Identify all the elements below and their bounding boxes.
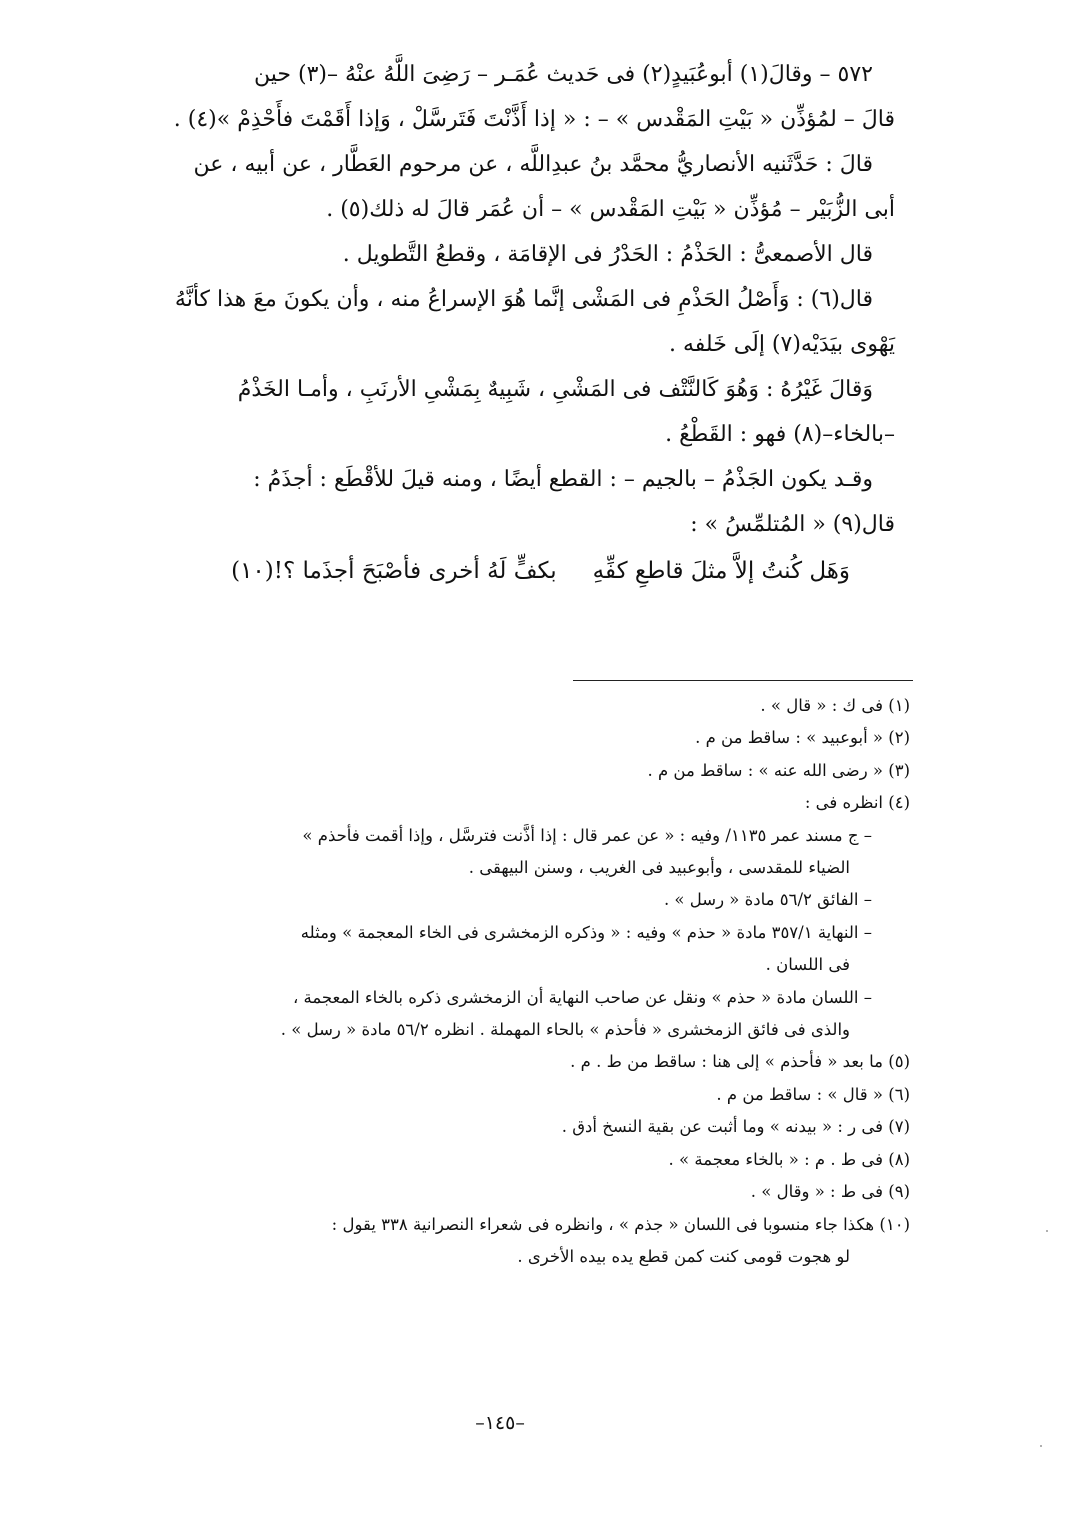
footnote-10-cont: لو هجوت قومى كنت كمن قطع يده بيده الأخرى .	[517, 1246, 850, 1266]
footnote-10: (١٠) هكذا جاء منسوبا فى اللسان « جذم » ، وانظره فى شعراء النصرانية ٣٣٨ يقول :	[331, 1214, 910, 1234]
footnote-7: (٧) فى ر : « بيدنه » وما أثبت عن بقية النسخ أدق .	[561, 1117, 910, 1137]
footnotes	[150, 690, 910, 1273]
text-line-7: يَهْوى بيَدَيْه(٧) إلَى خَلفه .	[669, 332, 895, 357]
text-line-1: ٥٧٢ – وقالَ(١) أبوعُبَيدٍ(٢) فى حَديث عُمَـر – رَضِىَ اللَّهُ عنْهُ –(٣) حين	[254, 62, 873, 87]
text-line-11: قال(٩) « المُتلمِّسُ » :	[690, 512, 895, 537]
footnote-4-source-3-cont: فى اللسان .	[765, 955, 850, 975]
footnote-2: (٢) « أبوعبيد » : ساقط من م .	[695, 728, 910, 748]
footnote-9: (٩) فى ط : « وقال » .	[750, 1182, 910, 1202]
footnote-4: (٤) انظره فى :	[804, 793, 910, 813]
footnote-4-source-4: – اللسان مادة « حذم » ونقل عن صاحب النهاية أن الزمخشرى ذكره بالخاء المعجمة ،	[292, 987, 872, 1007]
footnote-4-source-3: – النهاية ٣٥٧/١ مادة « حذم » وفيه : « وذكره الزمخشرى فى الخاء المعجمة » ومثله	[300, 922, 872, 942]
footnote-6: (٦) « قال » : ساقط من م .	[716, 1084, 910, 1104]
scan-speck	[1046, 1230, 1048, 1232]
text-line-9: –بالخاء–(٨) فهو : القَطْعُ .	[665, 422, 895, 447]
footnote-separator	[573, 680, 913, 681]
footnote-1: (١) فى ك : « قال » .	[760, 696, 910, 715]
poetry-verse	[150, 547, 895, 595]
verse-second-hemistich: بكفٍّ لَهُ أخرى فأصْبَحَ أجذَما ؟!(١٠)	[231, 558, 557, 584]
text-line-4: أبى الزُّبَيْر – مُؤذِّن « بَيْتِ المَقْدس » – أن عُمَر قالَ له ذلك(٥) .	[326, 197, 895, 222]
footnote-8: (٨) فى ط . م : « بالخاء معجمة » .	[668, 1149, 910, 1169]
verse-first-hemistich: وَهَل كُنتُ إلاَّ مثلَ قاطعِ كفِّهِ	[592, 558, 850, 584]
footnote-4-source-2: – الفائق ٥٦/٢ مادة « رسل » .	[663, 890, 872, 910]
footnote-4-source-4-cont: والذى فى فائق الزمخشرى « فأحذم » بالحاء المهملة . انظره ٥٦/٢ مادة « رسل » .	[280, 1020, 850, 1040]
scan-speck	[1040, 1445, 1042, 1447]
text-line-5: قال الأصمعىُّ : الحَذْمُ : الحَدْرُ فى الإقامَة ، وقطعُ التَّطويل .	[342, 242, 873, 267]
text-line-6: قال(٦) : وَأَصْلُ الحَذْمِ فى المَشْى إنَّما هُوَ الإسراعُ منه ، وأن يكونَ معَ هذا كأنَّهُ	[174, 287, 873, 312]
text-line-2: قالَ – لمُؤذِّن « بَيْتِ المَقْدس » – : « إذا أَذَّنْتَ فَتَرسَّلْ ، وَإذا أَقَمْتَ فأَحْذِمْ »(٤) .	[173, 107, 895, 132]
footnote-4-source-1-cont: الضياء للمقدسى ، وأبوعبيد فى الغريب ، وسنن البيهقى .	[468, 858, 850, 878]
footnote-3: (٣) « رضى الله عنه » : ساقط من م .	[647, 760, 910, 780]
main-text	[150, 52, 895, 595]
text-line-8: وَقالَ غَيْرُهُ : وَهُوَ كَالنَّتْف فى المَشْىِ ، شَبِيهٌ بِمَشْىِ الأرنَبِ ، وأمـا الخَذْمُ	[237, 377, 873, 402]
page-number: –١٤٥–	[475, 1412, 525, 1434]
footnote-5: (٥) ما بعد « فأحذم » إلى هنا : ساقط من ط . م .	[570, 1052, 910, 1072]
footnote-4-source-1: – ج مسند عمر ١١٣٥/ وفيه : « عن عمر قال : إذا أذَّنت فترسَّل ، وإذا أقمت فأحذم »	[302, 825, 872, 845]
text-line-10: وقـد يكون الجَذْمُ – بالجيم – : القطع أيضًا ، ومنه قيلَ للأقْطَع : أجذَمُ :	[253, 467, 873, 492]
text-line-3: قالَ : حَدَّثَنيه الأنصاريُّ محمَّد بنُ عبدِاللَّه ، عن مرحوم العَطَّار ، عن أبيه ، عن	[193, 152, 873, 177]
